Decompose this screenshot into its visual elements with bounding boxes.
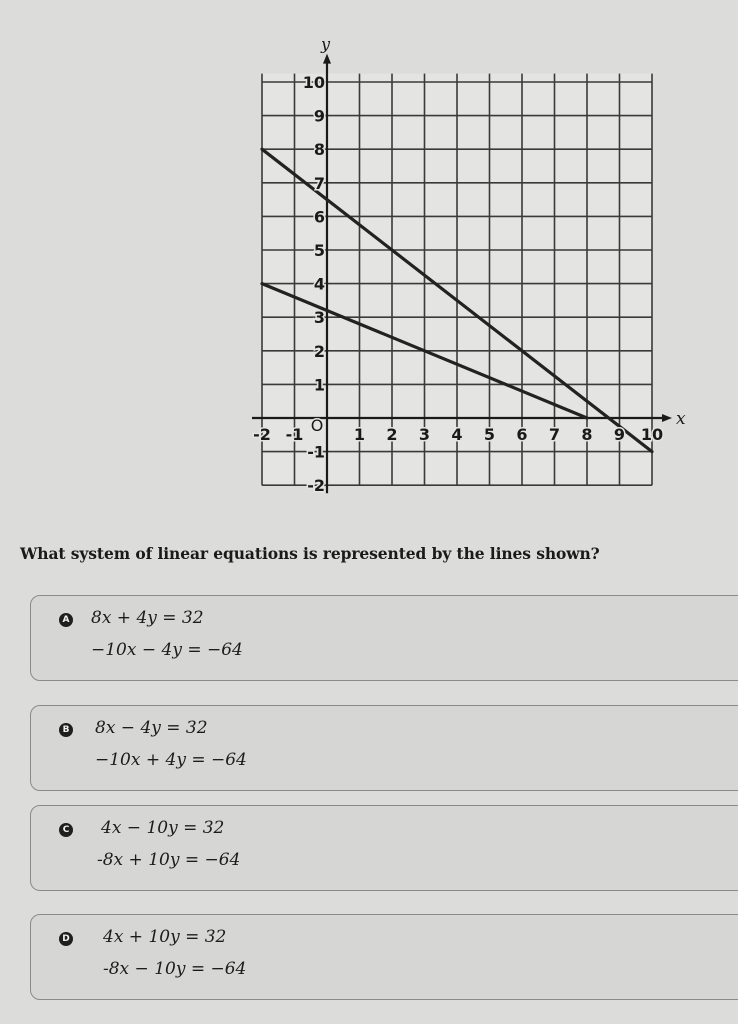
y-tick-label: 4 <box>313 274 325 294</box>
choice-c-badge: C <box>59 823 73 837</box>
choice-b-equation-1: 8x − 4y = 32 <box>95 718 208 738</box>
x-tick-label: O <box>310 416 324 435</box>
x-tick-label: 3 <box>418 425 431 444</box>
x-tick-label: 1 <box>353 425 366 444</box>
choice-a-badge: A <box>59 613 73 627</box>
y-tick-label: 9 <box>313 106 325 126</box>
y-tick-label: 6 <box>313 207 325 227</box>
question-text: What system of linear equations is represented by the lines shown? <box>20 544 600 563</box>
y-tick-label: 3 <box>313 308 325 328</box>
x-tick-label: 4 <box>451 425 463 444</box>
choice-c-equation-2: -8x + 10y = −64 <box>97 850 241 870</box>
x-tick-label: 9 <box>613 425 626 444</box>
x-axis-arrow <box>662 414 672 422</box>
x-tick-label: -1 <box>285 425 304 444</box>
y-tick-label: 7 <box>313 173 325 193</box>
y-tick-label: 10 <box>302 73 325 92</box>
choice-b-equation-2: −10x + 4y = −64 <box>95 750 247 770</box>
y-tick-label: 2 <box>313 341 325 361</box>
y-tick-label: 1 <box>313 375 325 395</box>
y-tick-label: 5 <box>313 241 325 260</box>
x-tick-label: 8 <box>581 425 593 444</box>
choice-d-equation-2: -8x − 10y = −64 <box>103 959 247 979</box>
x-tick-label: 6 <box>516 425 528 444</box>
choice-c[interactable] <box>30 805 738 891</box>
y-tick-label: 8 <box>313 140 325 160</box>
x-axis-label: x <box>676 409 686 429</box>
choice-d-equation-1: 4x + 10y = 32 <box>103 927 227 947</box>
y-axis-arrow <box>323 54 331 64</box>
x-tick-label: -2 <box>253 425 271 444</box>
y-tick-label: -1 <box>307 442 325 462</box>
choice-a-equation-1: 8x + 4y = 32 <box>91 608 204 628</box>
choice-d[interactable] <box>30 914 738 1000</box>
choice-d-badge: D <box>59 932 73 946</box>
choice-a[interactable] <box>30 595 738 681</box>
y-tick-label: -2 <box>307 476 325 496</box>
choice-b[interactable] <box>30 705 738 791</box>
x-tick-label: 7 <box>548 425 561 444</box>
y-axis-label: y <box>321 34 331 54</box>
coordinate-graph <box>0 0 738 510</box>
choice-a-equation-2: −10x − 4y = −64 <box>91 640 243 660</box>
choice-b-badge: B <box>59 723 73 737</box>
x-tick-label: 2 <box>386 425 398 444</box>
x-tick-label: 5 <box>483 425 496 444</box>
choice-c-equation-1: 4x − 10y = 32 <box>101 818 225 838</box>
x-tick-label: 10 <box>640 425 664 444</box>
